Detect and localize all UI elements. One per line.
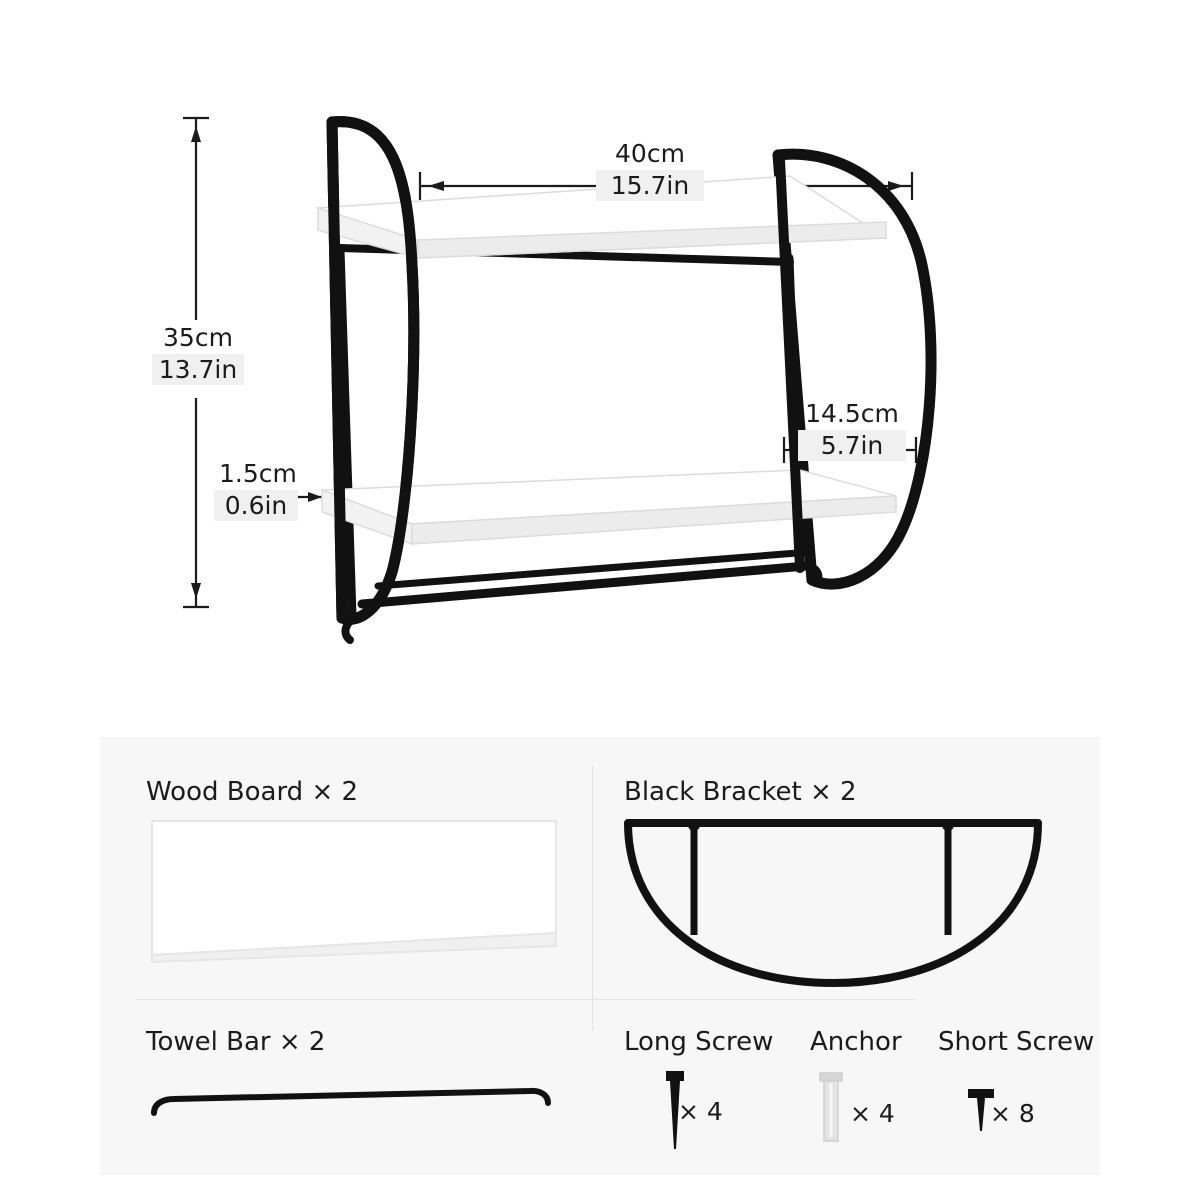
part-count-long-screw: × 4 (678, 1097, 723, 1126)
part-label-black-bracket: Black Bracket × 2 (624, 777, 857, 807)
part-count-anchor: × 4 (850, 1099, 895, 1128)
part-label-short-screw: Short Screw (938, 1027, 1095, 1057)
part-label-anchor: Anchor (810, 1027, 902, 1057)
part-image-anchor (812, 1071, 852, 1151)
part-label-wood-board: Wood Board × 2 (146, 777, 359, 807)
panel-divider-vertical (592, 765, 593, 1030)
panel-divider-horizontal (136, 999, 916, 1000)
dimension-label-depth: 14.5cm 5.7in (798, 398, 906, 461)
dimension-label-thickness: 1.5cm 0.6in (214, 458, 298, 521)
dimension-label-width: 40cm 15.7in (596, 138, 704, 201)
part-image-black-bracket (618, 815, 1048, 990)
part-image-towel-bar (140, 1077, 570, 1137)
dimension-label-height: 35cm 13.7in (152, 322, 244, 385)
part-label-long-screw: Long Screw (624, 1027, 774, 1057)
part-image-wood-board (146, 815, 566, 965)
part-count-short-screw: × 8 (990, 1099, 1035, 1128)
parts-list-panel (100, 737, 1100, 1175)
part-label-towel-bar: Towel Bar × 2 (146, 1027, 326, 1057)
